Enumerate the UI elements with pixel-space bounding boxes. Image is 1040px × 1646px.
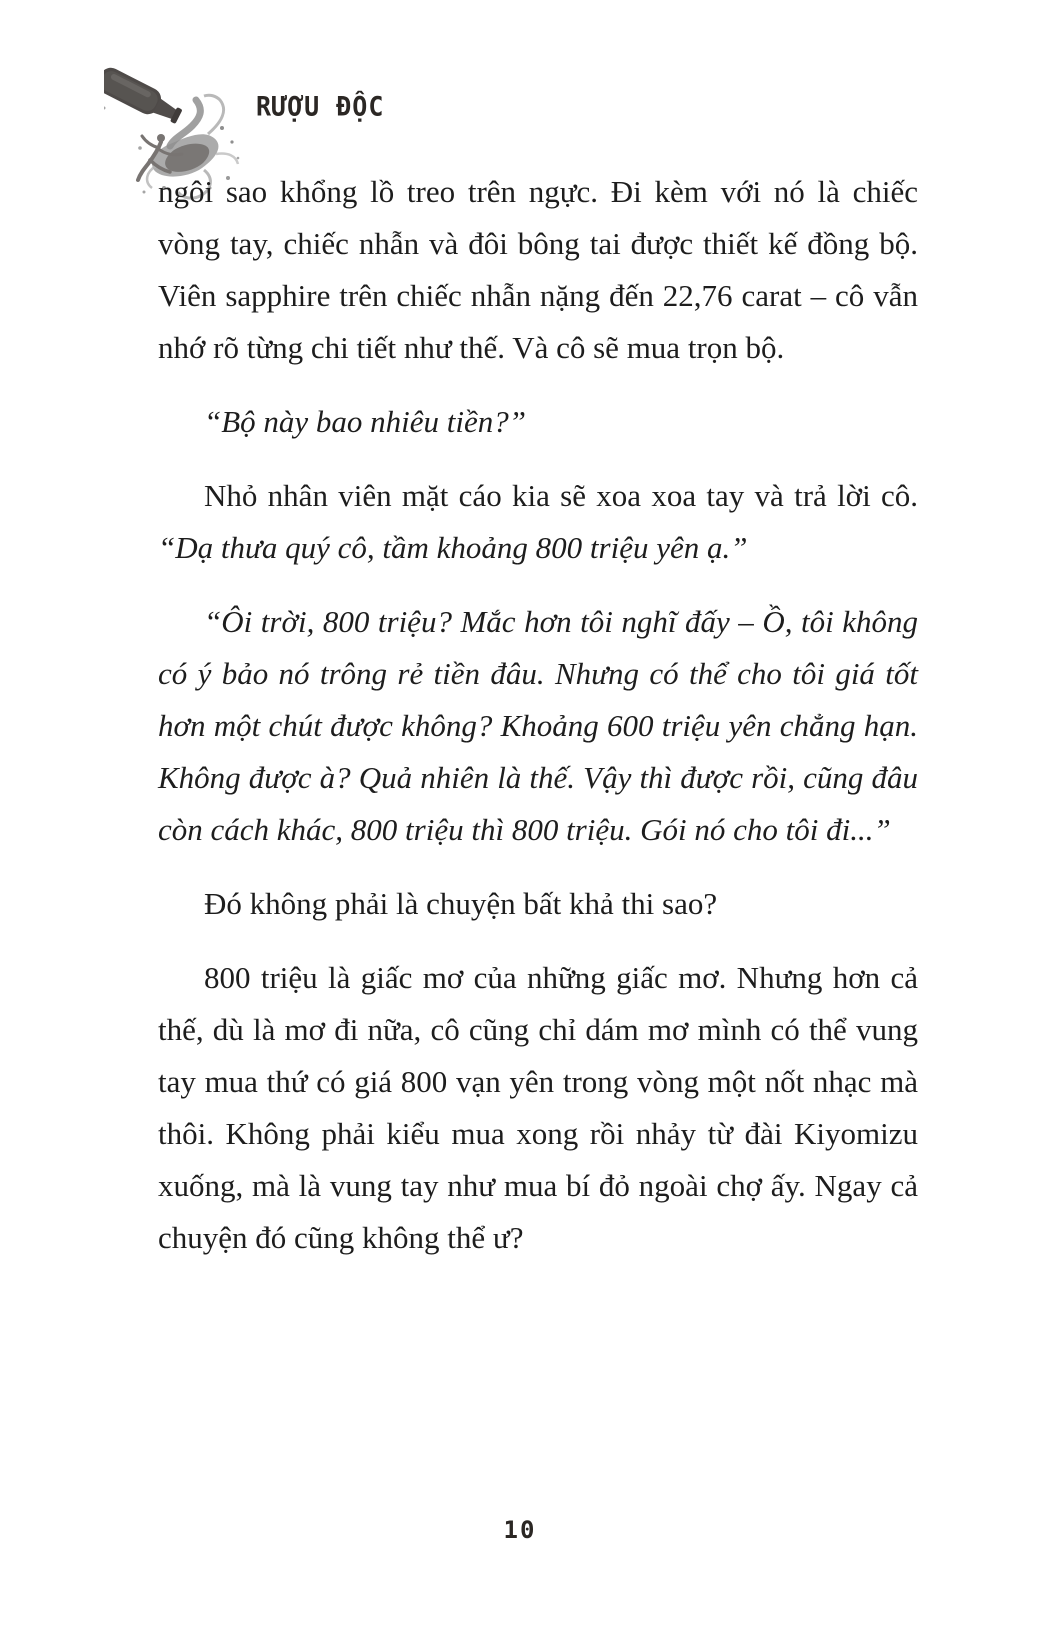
chapter-title: RƯỢU ĐỘC (256, 91, 385, 122)
paragraph-1-text: ngôi sao khổng lồ treo trên ngực. Đi kèm với nó là chiếc vòng tay, chiếc nhẫn và đôi bông tai được thiết kế đồng bộ. Viên sapphire trên chiếc nhẫn nặng đến 22,76 carat – cô vẫn nhớ rõ từng chi tiết như thế. Và cô sẽ mua trọn bộ. (158, 174, 918, 365)
paragraph-6-text: 800 triệu là giấc mơ của những giấc mơ. Nhưng hơn cả thế, dù là mơ đi nữa, cô cũng chỉ dám mơ mình có thể vung tay mua thứ có giá 800 vạn yên trong vòng một nốt nhạc mà thôi. Không phải kiểu mua xong rồi nhảy từ đài Kiyomizu xuống, mà là vung tay như mua bí đỏ ngoài chợ ấy. Ngay cả chuyện đó cũng không thể ư? (158, 960, 918, 1255)
page-number: 10 (503, 1516, 537, 1544)
paragraph-2-text: “Bộ này bao nhiêu tiền?” (204, 404, 527, 439)
paragraph-5 (158, 878, 918, 930)
paragraph-3 (158, 470, 918, 574)
paragraph-5-text: Đó không phải là chuyện bất khả thi sao? (204, 886, 718, 921)
paragraph-6 (158, 952, 918, 1264)
paragraph-3-dialogue: “Dạ thưa quý cô, tầm khoảng 800 triệu yên ạ.” (158, 530, 748, 565)
page-footer (0, 1516, 1040, 1544)
paragraph-2-dialogue (158, 396, 918, 448)
page-body (158, 166, 918, 1286)
paragraph-3-narration: Nhỏ nhân viên mặt cáo kia sẽ xoa xoa tay và trả lời cô. (204, 478, 918, 513)
paragraph-4-dialogue (158, 596, 918, 856)
paragraph-4-text: “Ôi trời, 800 triệu? Mắc hơn tôi nghĩ đấy – Ồ, tôi không có ý bảo nó trông rẻ tiền đâu. Nhưng có thể cho tôi giá tốt hơn một chút được không? Khoảng 600 triệu yên chẳng hạn. Không được à? Quả nhiên là thế. Vậy thì được rồi, cũng đâu còn cách khác, 800 triệu thì 800 triệu. Gói nó cho tôi đi...” (158, 604, 918, 847)
paragraph-1 (158, 166, 918, 374)
